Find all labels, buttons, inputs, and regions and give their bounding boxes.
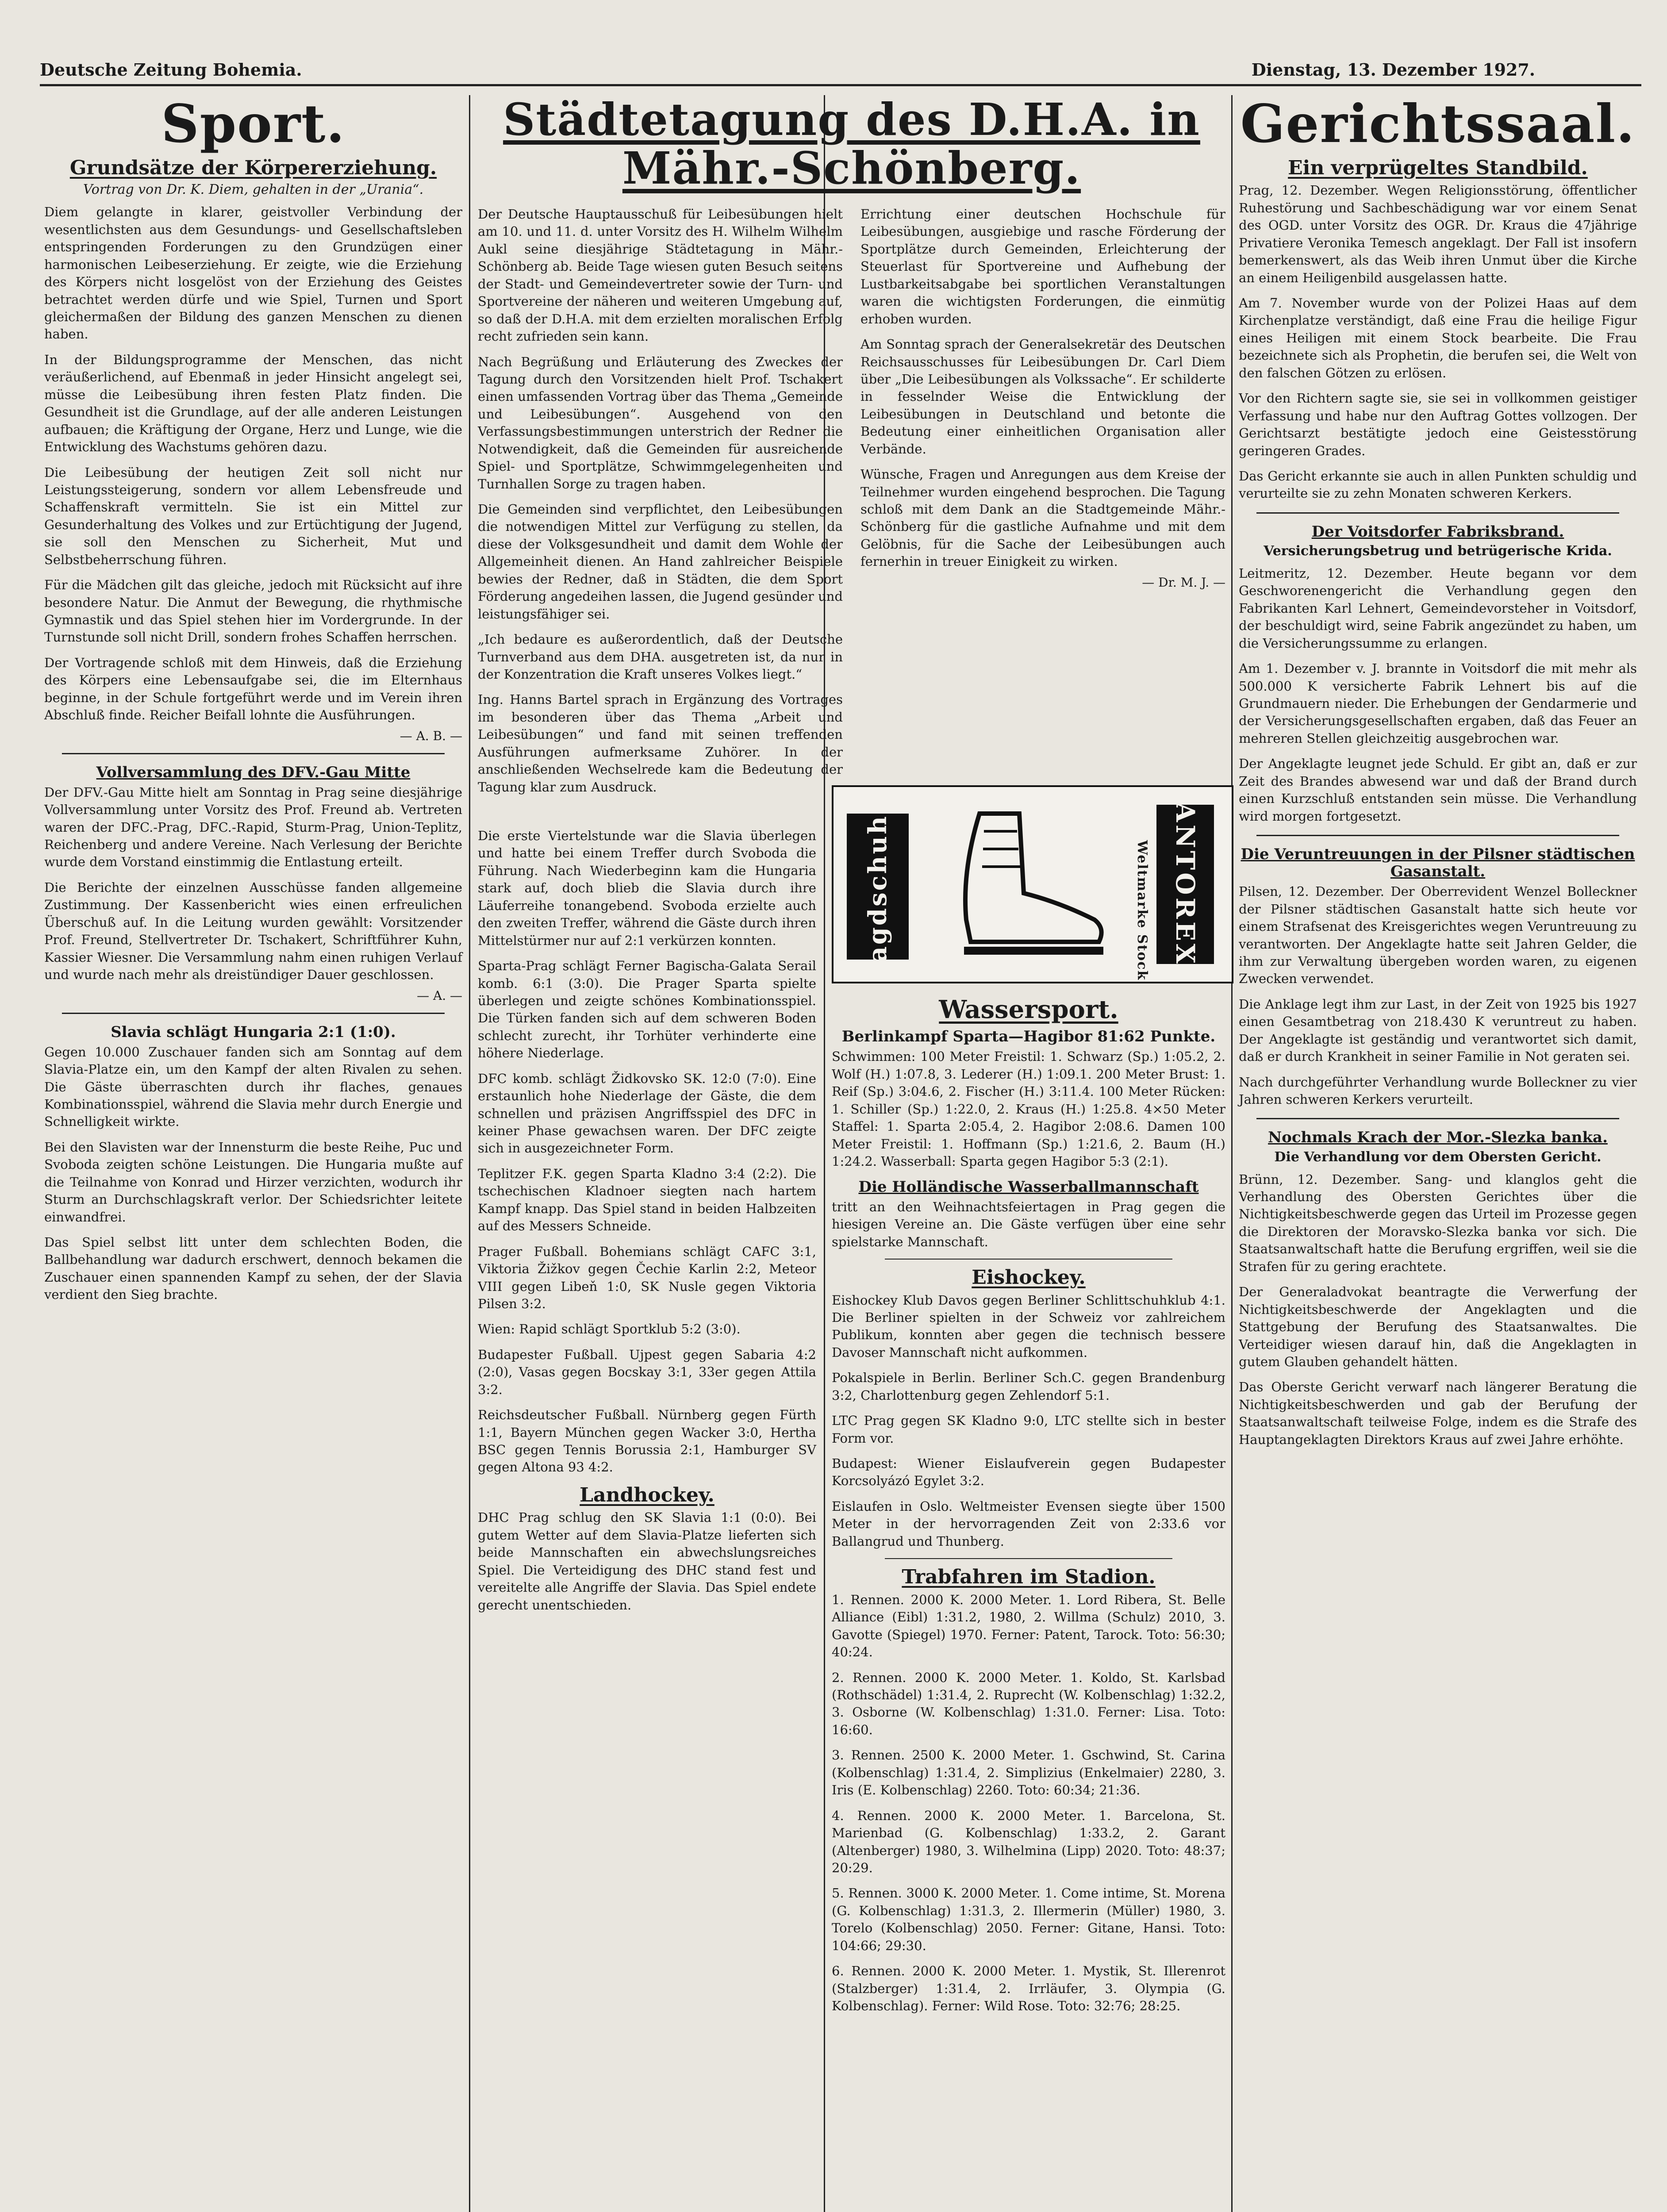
article-paragraph: Ing. Hanns Bartel sprach in Ergänzung des Vortrages im besonderen über das Thema „Arbeit und Leibesübungen“ und fand mit seinen treffenden Ausführungen aufmerksame Zuhörer. In der anschließenden Wechselrede kam die Bedeutung der Tagung klar zum Ausdruck. <box>478 692 843 795</box>
article-heading: Der Voitsdorfer Fabriksbrand. <box>1311 522 1564 541</box>
article-paragraph: Der DFV.-Gau Mitte hielt am Sonntag in Prag seine diesjährige Vollversammlung unter Vorsitz des Prof. Freund ab. Vertreten waren der DFC.-Prag, DFC.-Rapid, Sturm-Prag, Union-Teplitz, Reichenberg und andere Vereine. Nach Verlesung der Berichte wurde dem Vorstand einstimmig die Entlastung erteilt. <box>44 784 462 870</box>
article-paragraph: In der Bildungsprogramme der Menschen, das nicht veräußerlichend, auf Ebenmaß in jeder Hinsicht angelegt sei, müsse die Leibesübung ihren festen Platz finden. Die Gesundheit ist die Grundlage, auf der alle anderen Leistungen aufbauen; die Kräftigung der Organe, Herz und Lunge, wie die Entwicklung des Wachstums gehören dazu. <box>44 352 462 455</box>
section-heading: Wassersport. <box>939 995 1118 1024</box>
ad-slogan: Jagdschuhe <box>847 814 909 960</box>
article-paragraph: „Ich bedaure es außerordentlich, daß der Deutsche Turnverband aus dem DHA. ausgetreten ist, da nur in der Konzentration die Kraft unseres Volkes liegt.“ <box>478 632 843 682</box>
article-heading: Die Holländische Wasserballmannschaft <box>858 1178 1199 1196</box>
article-paragraph: Am 7. November wurde von der Polizei Haas auf dem Kirchenplatze verständigt, daß eine Frau die heilige Figur eines Heiligen mit einem Stock bearbeite. Die Frau bezeichnete sich als Prophetin, die berufen sei, die Welt von den falschen Götzen zu erlösen. <box>1239 296 1637 380</box>
article-paragraph: Reichsdeutscher Fußball. Nürnberg gegen Fürth 1:1, Bayern München gegen Wacker 3:0, Hertha BSC gegen Tennis Borussia 2:1, Hamburger SV gegen Altona 93 4:2. <box>478 1407 816 1475</box>
article-paragraph: Brünn, 12. Dezember. Sang- und klanglos geht die Verhandlung des Obersten Gerichtes über die Nichtigkeitsbeschwerde gegen das Urteil im Prozesse gegen die Direktoren der Moravsko-Slezka banka vor sich. Die Staatsanwaltschaft hatte die Berufung ergriffen, weil sie die Strafen für zu gering erachtete. <box>1239 1171 1637 1274</box>
article-heading: Nochmals Krach der Mor.-Slezka banka. <box>1268 1129 1608 1147</box>
article-paragraph: Errichtung einer deutschen Hochschule für Leibesübungen, ausgiebige und rasche Förderung der Sportplätze durch Gemeinden, Erleichterung der Steuerlast für Sportvereine und Aufhebung der Lustbarkeitsabgabe bei sportlichen Veranstaltungen waren die wichtigsten Forderungen, die einmütig erhoben wurden. <box>860 207 1225 326</box>
staedtetagung-title: Städtetagung des D.H.A. in Mähr.-Schönberg. <box>503 93 1200 194</box>
article-paragraph: Pokalspiele in Berlin. Berliner Sch.C. gegen Brandenburg 3:2, Charlottenburg gegen Zehlendorf 5:1. <box>832 1370 1225 1403</box>
article-heading: Ein verprügeltes Standbild. <box>1288 156 1588 179</box>
article-paragraph: Pilsen, 12. Dezember. Der Oberrevident Wenzel Bolleckner der Pilsner städtischen Gasanstalt hatte sich heute vor einem Strafsenat des Kreisgerichtes wegen Veruntreuung zu verantworten. Der Angeklagte hatte seit Jahren Gelder, die ihm zur Verwaltung übergeben worden waren, zu eigenen Zwecken verwendet. <box>1239 884 1637 987</box>
article-paragraph: Die Berichte der einzelnen Ausschüsse fanden allgemeine Zustimmung. Der Kassenbericht wies einen erfreulichen Überschuß auf. In die Leitung wurden gewählt: Vorsitzender Prof. Freund, Stellvertreter Dr. Tschakert, Schriftführer Kuhn, Kassier Wiesner. Die Versammlung nahm einen ruhigen Verlauf und wurde nach mehr als dreistündiger Dauer geschlossen. <box>44 879 462 983</box>
article-paragraph: Das Gericht erkannte sie auch in allen Punkten schuldig und verurteilte sie zu zehn Monaten schweren Kerkers. <box>1239 468 1637 501</box>
section-heading: Eishockey. <box>972 1266 1086 1289</box>
article-paragraph: Sparta-Prag schlägt Ferner Bagischa-Galata Serail komb. 6:1 (3:0). Die Prager Sparta spielte überlegen und zeigte schönes Kombinationsspiel. Die Türken fanden sich auf dem schweren Boden schlecht zurecht, ihr Torhüter verhinderte eine höhere Niederlage. <box>478 958 816 1061</box>
issue-date: Dienstag, 13. Dezember 1927. <box>1251 60 1535 80</box>
section-divider <box>885 1558 1172 1559</box>
article-paragraph: LTC Prag gegen SK Kladno 9:0, LTC stellte sich in bester Form vor. <box>832 1413 1225 1446</box>
column-rule-1 <box>469 95 470 2212</box>
article-paragraph: Der Angeklagte leugnet jede Schuld. Er gibt an, daß er zur Zeit des Brandes abwesend war und daß der Brand durch einen Kurzschluß entstanden sein müsse. Die Verhandlung wird morgen fortgesetzt. <box>1239 756 1637 824</box>
section-divider <box>1256 512 1619 514</box>
article-paragraph: Eislaufen in Oslo. Weltmeister Evensen siegte über 1500 Meter in der hervorragenden Zeit von 2:33.6 vor Ballangrud und Thunberg. <box>832 1498 1225 1549</box>
article-signature: — Dr. M. J. — <box>1142 575 1225 590</box>
section-divider <box>1256 835 1619 836</box>
article-paragraph: Budapester Fußball. Ujpest gegen Sabaria 4:2 (2:0), Vasas gegen Bocskay 3:1, 33er gegen Attila 3:2. <box>478 1347 816 1397</box>
shoe-advertisement <box>832 785 1233 983</box>
boot-icon <box>918 805 1108 968</box>
article-signature: — A. B. — <box>399 728 462 743</box>
section-divider <box>1256 1118 1619 1119</box>
article-paragraph: Wünsche, Fragen und Anregungen aus dem Kreise der Teilnehmer wurden eingehend besprochen. Die Tagung schloß mit dem Dank an die Stadtgemeinde Mähr.-Schönberg für die gastliche Aufnahme und mit dem Gelöbnis, für die Sache der Leibesübungen auch fernerhin in treuer Einigkeit zu wirken. <box>860 467 1225 569</box>
article-paragraph: Leitmeritz, 12. Dezember. Heute begann vor dem Geschworenengericht die Verhandlung gegen den Fabrikanten Karl Lehnert, Gemeindevorsteher in Voitsdorf, der beschuldigt wird, seine Fabrik angezündet zu haben, um die Versicherungssumme zu erlangen. <box>1239 565 1637 651</box>
article-paragraph: 6. Rennen. 2000 K. 2000 Meter. 1. Mystik, St. Illerenrot (Stalzberger) 1:31.4, 2. Irrläufer, 3. Olympia (G. Kolbenschlag). Ferner: Wild Rose. Toto: 32:76; 28:25. <box>832 1963 1225 2014</box>
article-paragraph: Eishockey Klub Davos gegen Berliner Schlittschuhklub 4:1. Die Berliner spielten in der Schweiz vor zahlreichem Publikum, konnten aber gegen die technisch bessere Davoser Mannschaft nicht aufkommen. <box>832 1292 1225 1360</box>
article-paragraph: 1. Rennen. 2000 K. 2000 Meter. 1. Lord Ribera, St. Belle Alliance (Eibl) 1:31.2, 1980, 2. Willma (Schulz) 2010, 3. Gavotte (Spiegel) 1970. Ferner: Patent, Tarock. Toto: 56:30; 40:24. <box>832 1592 1225 1660</box>
masthead <box>40 53 1535 80</box>
article-paragraph: Das Oberste Gericht verwarf nach längerer Beratung die Nichtigkeitsbeschwerden und gab der Berufung der Staatsanwaltschaft teilweise Folge, indem es die Strafe des Hauptangeklagten Direktors Kraus auf zwei Jahre erhöhte. <box>1239 1379 1637 1447</box>
article-paragraph: Prag, 12. Dezember. Wegen Religionsstörung, öffentlicher Ruhestörung und Sachbeschädigung war vor einem Senat des OGD. unter Vorsitz des OGR. Dr. Kraus die 47jährige Privatiere Veronika Temesch angeklagt. Der Fall ist insofern bemerkenswert, als das Weib ihren Unmut über die Kirche an einem Heiligenbild ausgelassen hatte. <box>1239 183 1637 285</box>
wintersport-column <box>832 991 1225 2212</box>
football-column <box>478 827 816 2212</box>
gerichtssaal-title: Gerichtssaal. <box>1240 93 1636 154</box>
article-paragraph: Die Gemeinden sind verpflichtet, den Leibesübungen die notwendigen Mittel zur Verfügung zu stellen, da diese der Volksgesundheit und damit dem Wohle der Allgemeinheit dienen. An Hand zahlreicher Beispiele bewies der Redner, daß in Städten, die dem Sport Förderung angedeihen lassen, die Jugend gesünder und leistungsfähiger sei. <box>478 502 843 622</box>
article-paragraph: 5. Rennen. 3000 K. 2000 Meter. 1. Come intime, St. Morena (G. Kolbenschlag) 1:31.3, 2. Illermerin (Müller) 1980, 3. Torelo (Kolbenschlag) 2050. Ferner: Gitane, Hansi. Toto: 104:66; 29:30. <box>832 1886 1225 1953</box>
paper-name: Deutsche Zeitung Bohemia. <box>40 60 302 80</box>
article-paragraph: Prager Fußball. Bohemians schlägt CAFC 3:1, Viktoria Žižkov gegen Čechie Karlin 2:2, Meteor VIII gegen Libeň 1:0, SK Nusle gegen Viktoria Pilsen 3:2. <box>478 1244 816 1311</box>
article-paragraph: Gegen 10.000 Zuschauer fanden sich am Sonntag auf dem Slavia-Platze ein, um den Kampf der alten Rivalen zu sehen. Die Gäste überraschten durch ihr flaches, genaues Kombinationsspiel, während die Slavia mehr durch Energie und Schnelligkeit wirkte. <box>44 1044 462 1129</box>
section-divider <box>885 1259 1172 1260</box>
section-heading: Landhockey. <box>580 1483 714 1506</box>
article-subheading: Versicherungsbetrug und betrügerische Krida. <box>1264 543 1612 559</box>
section-divider <box>62 1013 445 1014</box>
article-paragraph: 2. Rennen. 2000 K. 2000 Meter. 1. Koldo, St. Karlsbad (Rothschädel) 1:31.4, 2. Ruprecht (W. Kolbenschlag) 1:32.2, 3. Osborne (W. Kolbenschlag) 1:31.0. Ferner: Lisa. Toto: 16:60. <box>832 1670 1225 1737</box>
article-paragraph: 4. Rennen. 2000 K. 2000 Meter. 1. Barcelona, St. Marienbad (G. Kolbenschlag) 1:33.2, 2. Garant (Altenberger) 1980, 3. Wilhelmina (Lipp) 2020. Toto: 48:37; 20:29. <box>832 1808 1225 1875</box>
sport-column <box>44 95 462 2212</box>
staedtetagung-section <box>478 93 1225 795</box>
article-heading: Slavia schlägt Hungaria 2:1 (1:0). <box>111 1023 396 1041</box>
article-signature: — A. — <box>417 988 462 1003</box>
article-paragraph: Der Generaladvokat beantragte die Verwerfung der Nichtigkeitsbeschwerde der Angeklagten und die Stattgebung der Berufung des Staatsanwaltes. Die Verteidiger wiesen darauf hin, daß die Angeklagten in gutem Glauben gehandelt hätten. <box>1239 1284 1637 1369</box>
article-paragraph: Schwimmen: 100 Meter Freistil: 1. Schwarz (Sp.) 1:05.2, 2. Wolf (H.) 1:07.8, 3. Lederer (H.) 1:09.1. 200 Meter Brust: 1. Reif (Sp.) 3:04.6, 2. Fischer (H.) 3:11.4. 100 Meter Rücken: 1. Schiller (Sp.) 1:22.0, 2. Kraus (H.) 1:25.8. 4×50 Meter Staffel: 1. Sparta 2:05.4, 2. Hagibor 2:08.6. Damen 100 Meter Freistil: 1. Hoffmann (Sp.) 1:21.6, 2. Baum (H.) 1:24.2. Wasserball: Sparta gegen Hagibor 5:3 (2:1). <box>832 1049 1225 1169</box>
section-heading: Trabfahren im Stadion. <box>902 1566 1156 1589</box>
article-paragraph: Teplitzer F.K. gegen Sparta Kladno 3:4 (2:2). Die tschechischen Kladnoer siegten nach hartem Kampf knapp. Das Spiel stand in beiden Halbzeiten auf des Messers Schneide. <box>478 1166 816 1234</box>
masthead-rule <box>40 84 1641 86</box>
article-heading: Vollversammlung des DFV.-Gau Mitte <box>96 763 411 781</box>
article-paragraph: tritt an den Weihnachtsfeiertagen in Prag gegen die hiesigen Vereine an. Die Gäste verfügen über eine sehr spielstarke Mannschaft. <box>832 1199 1225 1249</box>
article-heading: Grundsätze der Körpererziehung. <box>69 156 437 179</box>
article-byline: Vortrag von Dr. K. Diem, gehalten in der „Urania“. <box>83 182 424 198</box>
article-paragraph: Vor den Richtern sagte sie, sie sei in vollkommen geistiger Verfassung und habe nur den Auftrag Gottes vollzogen. Der Gerichtsarzt bestätigte jedoch eine Geistesstörung geringeren Grades. <box>1239 391 1637 458</box>
article-paragraph: DFC komb. schlägt Židkovsko SK. 12:0 (7:0). Eine erstaunlich hohe Niederlage der Gäste, die dem schnellen und präzisen Angriffsspiel des DFC in keiner Phase gewachsen waren. Der DFC zeigte sich in ausgezeichneter Form. <box>478 1071 816 1156</box>
article-paragraph: Bei den Slavisten war der Innensturm die beste Reihe, Puc und Svoboda zeigten schöne Leistungen. Die Hungaria mußte auf die Teilnahme von Konrad und Hirzer verzichten, wodurch ihr Sturm an Durchschlagskraft verlor. Der Schiedsrichter leitete einwandfrei. <box>44 1139 462 1225</box>
article-paragraph: Diem gelangte in klarer, geistvoller Verbindung der wesentlichsten aus dem Gesundungs- und Gesellschaftsleben entspringenden Forderungen zu den Grundzügen einer harmonischen Leibeserziehung. Er zeigte, wie die Erziehung des Körpers nicht losgelöst von der Erziehung des Geistes betrachtet werden dürfe und wie Spiel, Turnen und Sport gleichermaßen der Bildung des ganzen Menschen zu dienen haben. <box>44 204 462 342</box>
sport-title: Sport. <box>161 93 346 154</box>
article-paragraph: Das Spiel selbst litt unter dem schlechten Boden, die Ballbehandlung war dadurch erschwert, dennoch bekamen die Zuschauer einen spannenden Kampf zu sehen, der der Slavia verdient den Sieg brachte. <box>44 1235 462 1302</box>
article-paragraph: Wien: Rapid schlägt Sportklub 5:2 (3:0). <box>478 1321 741 1337</box>
column-rule-3 <box>1231 95 1233 2212</box>
article-paragraph: Budapest: Wiener Eislaufverein gegen Budapester Korcsolyázó Egylet 3:2. <box>832 1456 1225 1489</box>
article-heading: Die Veruntreuungen in der Pilsner städtischen Gasanstalt. <box>1241 845 1635 881</box>
article-paragraph: DHC Prag schlug den SK Slavia 1:1 (0:0). Bei gutem Wetter auf dem Slavia-Platze lieferten sich beide Mannschaften ein abwechslungsreiches Spiel. Die Verteidigung des DHC stand fest und vereitelte alle Angriffe der Slavia. Das Spiel endete gerecht unentschieden. <box>478 1510 816 1613</box>
article-paragraph: Am 1. Dezember v. J. brannte in Voitsdorf die mit mehr als 500.000 K versicherte Fabrik Lehnert bis auf die Grundmauern nieder. Die Erhebungen der Gendarmerie und der Versicherungsgesellschaften ergaben, daß das Feuer an mehreren Stellen gleichzeitig ausgebrochen war. <box>1239 661 1637 746</box>
article-paragraph: 3. Rennen. 2500 K. 2000 Meter. 1. Gschwind, St. Carina (Kolbenschlag) 1:31.4, 2. Simplizius (Enkelmaier) 2280, 3. Iris (E. Kolbenschlag) 2260. Toto: 60:34; 21:36. <box>832 1747 1225 1798</box>
article-paragraph: Nach Begrüßung und Erläuterung des Zweckes der Tagung durch den Vorsitzenden hielt Prof. Tschakert einen umfassenden Vortrag über das Thema „Gemeinde und Leibesübungen“. Ausgehend von den Verfassungsbestimmungen unterstrich der Redner die Notwendigkeit, daß die Gemeinden für ausreichende Spiel- und Sportplätze, Schwimmgelegenheiten und Turnhallen Sorge zu tragen haben. <box>478 354 843 492</box>
article-paragraph: Für die Mädchen gilt das gleiche, jedoch mit Rücksicht auf ihre besondere Natur. Die Anmut der Bewegung, die rhythmische Gymnastik und das Spiel stehen hier im Vordergrunde. In der Turnstunde soll nicht Drill, sondern frohes Schaffen herrschen. <box>44 577 462 645</box>
article-paragraph: Der Vortragende schloß mit dem Hinweis, daß die Erziehung des Körpers eine Lebensaufgabe sei, die im Elternhaus beginne, in der Schule fortgeführt werde und im Verein ihren Abschluß finde. Reicher Beifall lohnte die Ausführungen. <box>44 655 462 723</box>
article-paragraph: Die Leibesübung der heutigen Zeit soll nicht nur Leistungssteigerung, sondern vor allem Lebensfreude und Schaffenskraft vermitteln. Sie ist ein Mittel zur Gesunderhaltung des Volkes und zur Ertüchtigung der Jugend, sie soll den Menschen zu Sicherheit, Mut und Selbstbeherrschung führen. <box>44 465 462 567</box>
article-subheading: Die Verhandlung vor dem Obersten Gericht. <box>1274 1149 1602 1165</box>
article-paragraph: Der Deutsche Hauptausschuß für Leibesübungen hielt am 10. und 11. d. unter Vorsitz des H. Wilhelm Wilhelm Aukl seine diesjährige Städtetagung in Mähr.-Schönberg ab. Beide Tage wiesen guten Besuch seitens der Stadt- und Gemeindevertreter sowie der Turn- und Sportvereine der näheren und weiteren Umgebung auf, so daß der D.H.A. mit dem erzielten moralischen Erfolg recht zufrieden sein kann. <box>478 207 843 344</box>
article-paragraph: Die Anklage legt ihm zur Last, in der Zeit von 1925 bis 1927 einen Gesamtbetrag von 218.430 K veruntreut zu haben. Der Angeklagte ist geständig und verantwortet sich damit, daß er durch Krankheit in seiner Familie in Not geraten sei. <box>1239 996 1637 1064</box>
article-paragraph: Nach durchgeführter Verhandlung wurde Bolleckner zu vier Jahren schweren Kerkers verurteilt. <box>1239 1074 1637 1107</box>
section-divider <box>62 753 445 754</box>
article-heading: Berlinkampf Sparta—Hagibor 81:62 Punkte. <box>841 1028 1216 1046</box>
gerichtssaal-column <box>1239 95 1637 2212</box>
ad-brand: ANTOREX <box>1156 805 1214 964</box>
article-paragraph: Am Sonntag sprach der Generalsekretär des Deutschen Reichsausschusses für Leibesübungen Dr. Carl Diem über „Die Leibesübungen als Volkssache“. Er schilderte in fesselnder Weise die Entwicklung der Leibesübungen in Deutschland und betonte die Bedeutung einer einheitlichen Organisation aller Verbände. <box>860 337 1225 457</box>
ad-subbrand: Weltmarke Stock <box>1134 840 1150 981</box>
article-paragraph: Die erste Viertelstunde war die Slavia überlegen und hatte bei einem Treffer durch Svoboda die Führung. Nach Wiederbeginn kam die Hungaria stark auf, doch blieb die Slavia durch ihre Läuferreihe tonangebend. Svoboda erzielte auch den zweiten Treffer, während die Gäste durch ihren Mittelstürmer nur auf 2:1 verkürzen konnten. <box>478 828 816 948</box>
